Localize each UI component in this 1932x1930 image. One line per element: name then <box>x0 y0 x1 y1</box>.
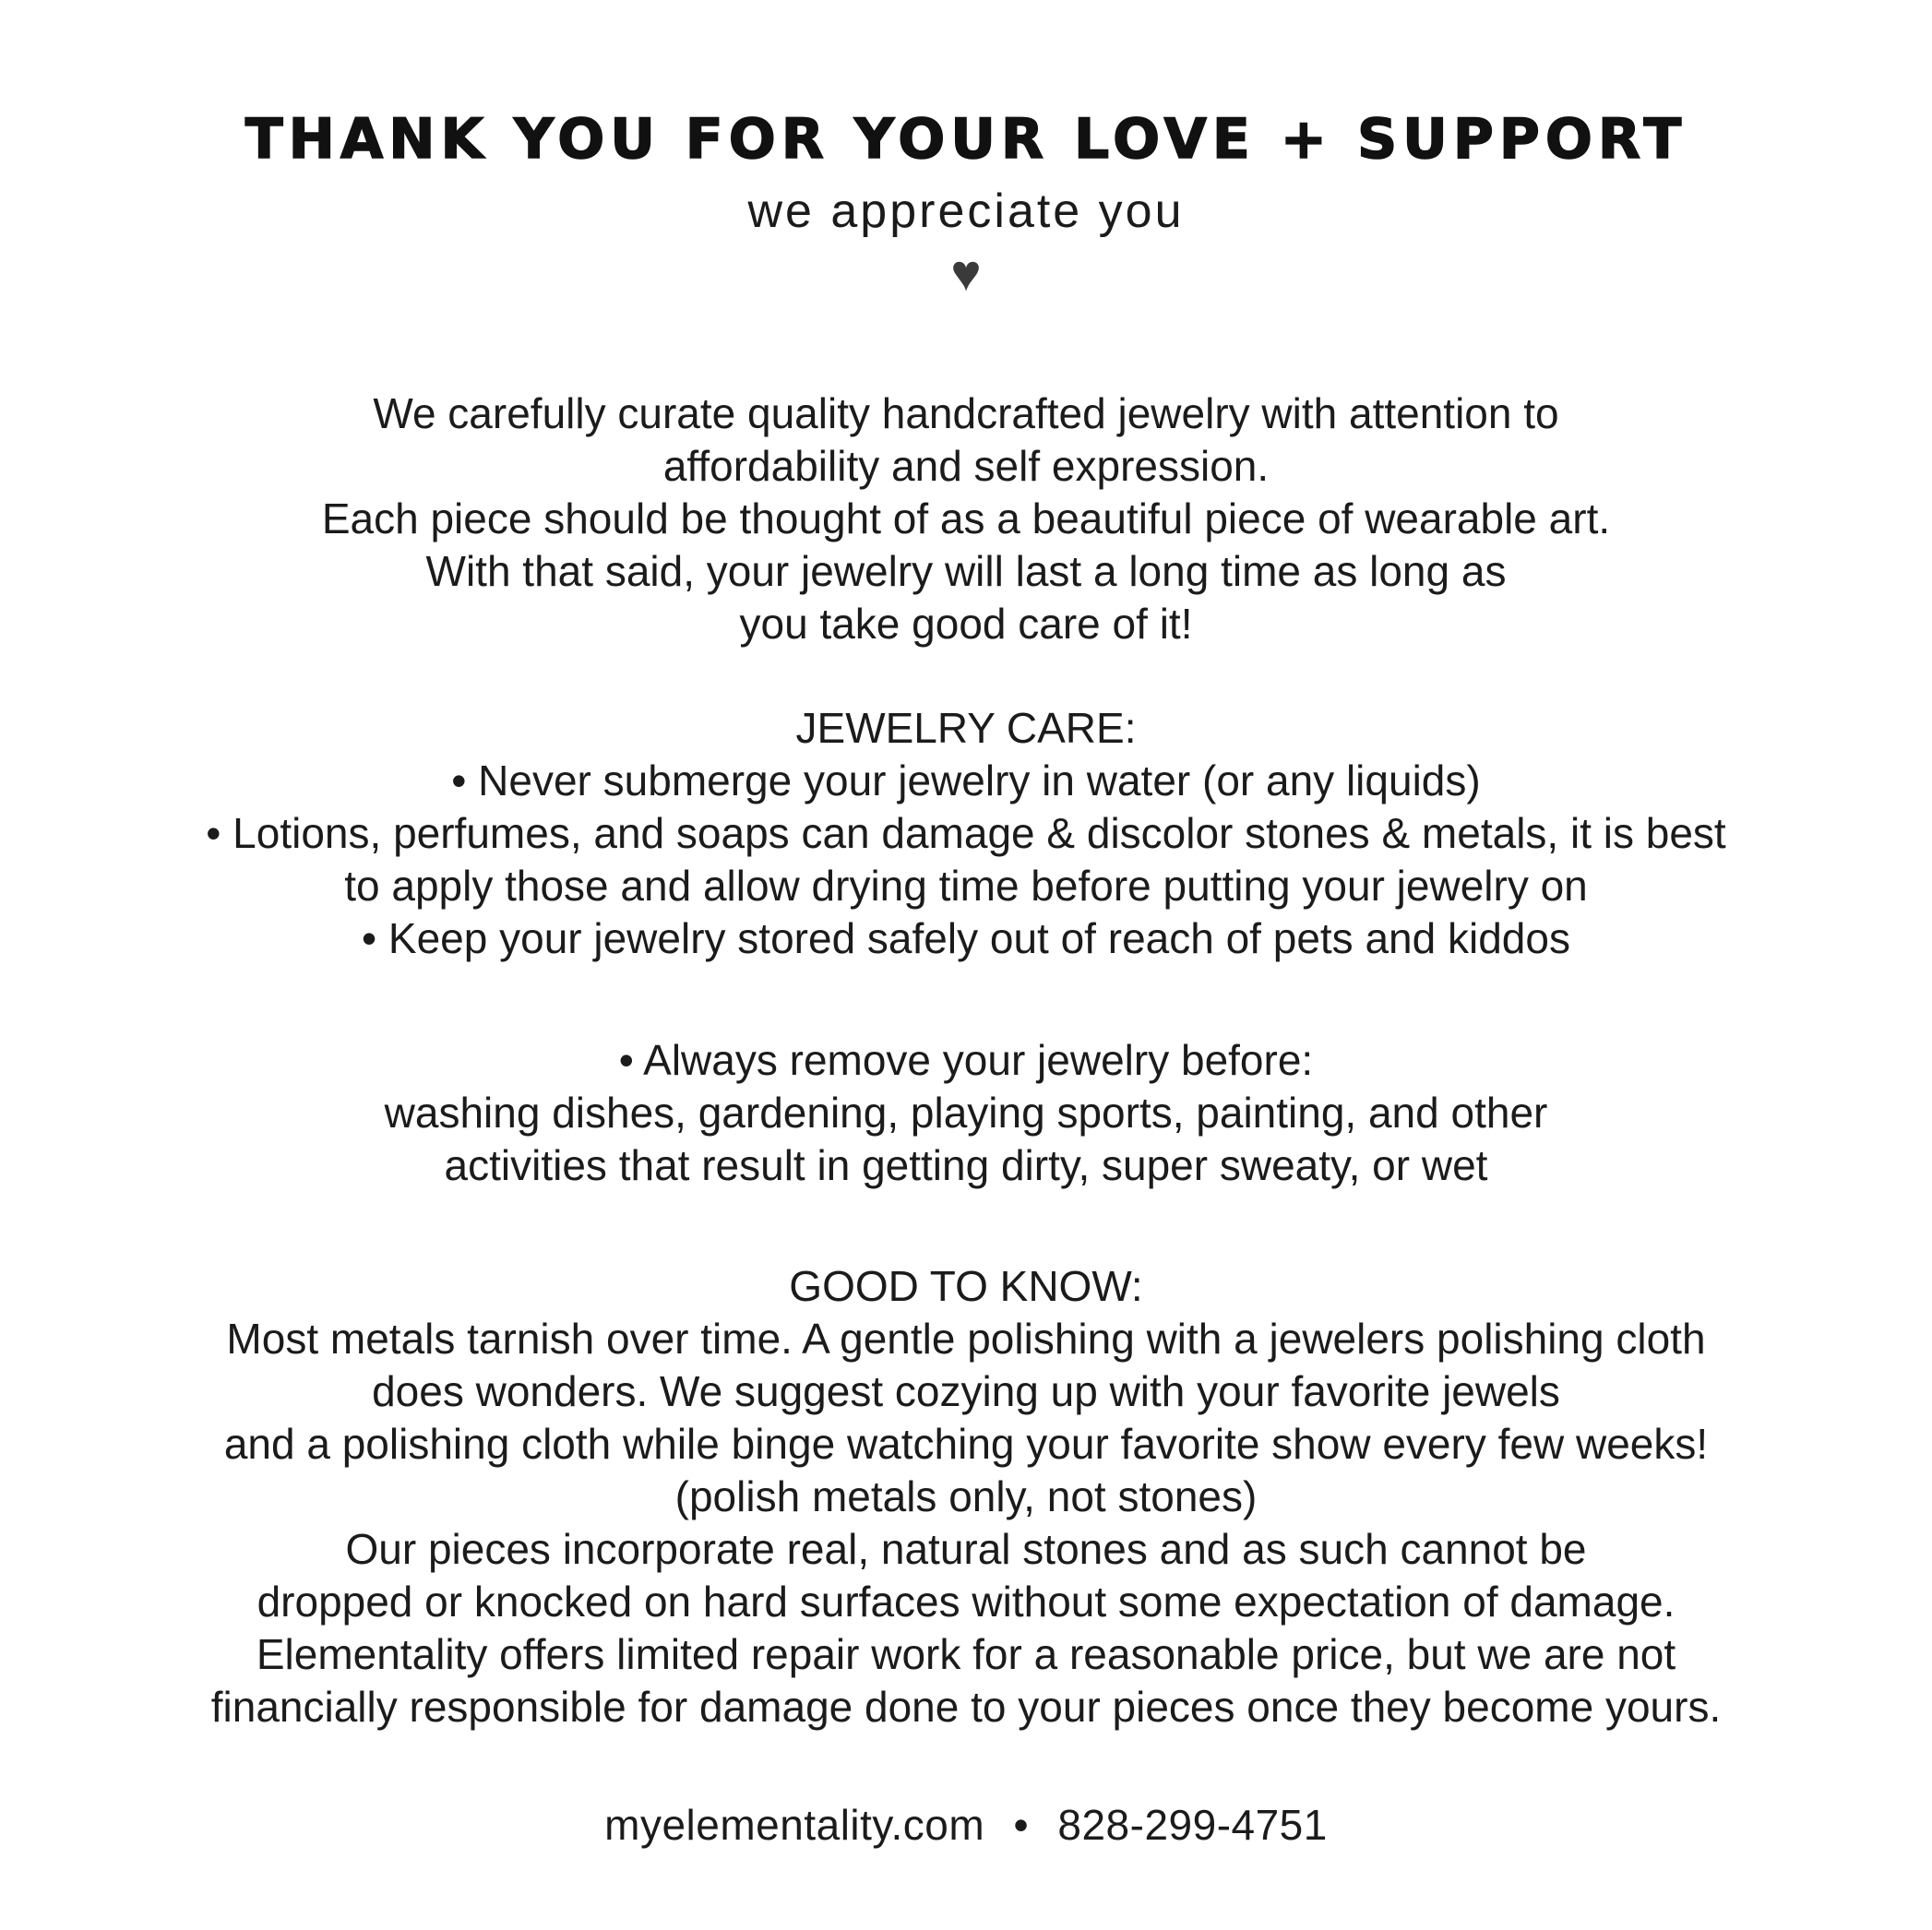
intro-line: affordability and self expression. <box>662 442 1270 491</box>
intro-line: We carefully curate quality handcrafted jewelry with attention to <box>373 389 1559 438</box>
list-item: activities that result in getting dirty, super sweaty, or wet <box>444 1140 1488 1189</box>
intro-paragraph <box>83 387 1849 650</box>
intro-line: With that said, your jewelry will last a long time as long as <box>425 547 1507 596</box>
list-item: washing dishes, gardening, playing sports, painting, and other <box>384 1088 1548 1137</box>
jewelry-care-list <box>83 755 1849 965</box>
list-item: (polish metals only, not stones) <box>674 1471 1258 1520</box>
page-title: THANK YOU FOR YOUR LOVE + SUPPORT <box>244 107 1688 172</box>
list-item: financially responsible for damage done to your pieces once they become yours. <box>210 1682 1722 1731</box>
spacer <box>83 650 1849 702</box>
list-item: and a polishing cloth while binge watching your favorite show every few weeks! <box>223 1419 1709 1468</box>
phone-number[interactable]: 828-299-4751 <box>1057 1800 1328 1849</box>
jewelry-care-heading: JEWELRY CARE: <box>795 704 1137 753</box>
good-to-know-list <box>83 1313 1849 1733</box>
list-item: to apply those and allow drying time before putting your jewelry on <box>344 862 1588 911</box>
footer-separator: • <box>1013 1800 1030 1849</box>
spacer <box>83 1192 1849 1260</box>
list-item: • Keep your jewelry stored safely out of reach of pets and kiddos <box>362 914 1570 963</box>
list-item: Most metals tarnish over time. A gentle polishing with a jewelers polishing cloth <box>226 1314 1706 1363</box>
list-item: Elementality offers limited repair work for a reasonable price, but we are not <box>256 1629 1676 1678</box>
footer-contact <box>83 1800 1849 1850</box>
intro-line: you take good care of it! <box>739 600 1193 649</box>
spacer <box>83 966 1849 1034</box>
page-subtitle: we appreciate you <box>747 185 1185 238</box>
intro-line: Each piece should be thought of as a beautiful piece of wearable art. <box>321 494 1611 543</box>
remove-before-list <box>83 1034 1849 1192</box>
list-item: dropped or knocked on hard surfaces without some expectation of damage. <box>256 1577 1676 1626</box>
good-to-know-heading: GOOD TO KNOW: <box>789 1261 1143 1310</box>
list-item: • Always remove your jewelry before: <box>618 1035 1314 1084</box>
list-item: Our pieces incorporate real, natural stones and as such cannot be <box>345 1524 1587 1573</box>
list-item: does wonders. We suggest cozying up with your favorite jewels <box>372 1366 1560 1415</box>
list-item: • Never submerge your jewelry in water (or any liquids) <box>451 757 1481 805</box>
document-body <box>83 387 1849 1850</box>
website-link[interactable]: myelementality.com <box>604 1800 985 1849</box>
heart-icon: ♥ <box>950 244 982 303</box>
list-item: • Lotions, perfumes, and soaps can damage & discolor stones & metals, it is best <box>206 809 1726 858</box>
